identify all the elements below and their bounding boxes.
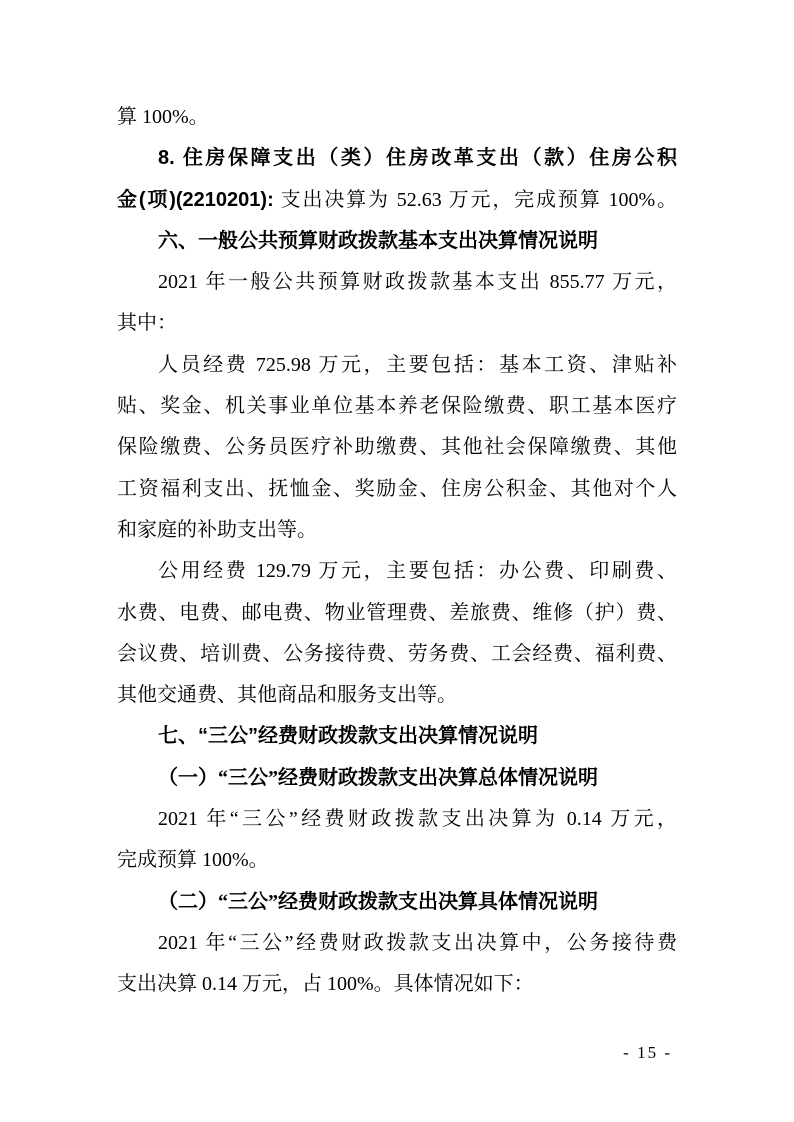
para-public-expense-line-1: 公用经费 129.79 万元，主要包括：办公费、印刷费、	[158, 560, 677, 583]
para-personnel-expense-line-4: 工资福利支出、抚恤金、奖励金、住房公积金、其他对个人	[117, 477, 677, 500]
item8-code-label: 金(项)(2210201):	[117, 188, 274, 211]
item8-value-text: 支出决算为 52.63 万元，完成预算 100%。	[273, 188, 677, 211]
document-body	[117, 97, 677, 1006]
item8-heading-line-1: 8. 住房保障支出（类）住房改革支出（款）住房公积	[158, 147, 677, 170]
para-public-expense-line-2: 水费、电费、邮电费、物业管理费、差旅费、维修（护）费、	[117, 601, 677, 624]
page-number: - 15 -	[623, 1043, 672, 1062]
para-personnel-expense-line-1: 人员经费 725.98 万元，主要包括：基本工资、津贴补	[158, 353, 677, 376]
para-continuation-line: 算 100%。	[117, 106, 209, 128]
para-sangong-detail-line-2: 支出决算 0.14 万元，占 100%。具体情况如下：	[117, 973, 534, 996]
section-seven-heading: 七、“三公”经费财政拨款支出决算情况说明	[158, 725, 538, 748]
para-public-expense-line-3: 会议费、培训费、公务接待费、劳务费、工会经费、福利费、	[117, 642, 677, 665]
para-personnel-expense-line-2: 贴、奖金、机关事业单位基本养老保险缴费、职工基本医疗	[117, 395, 677, 418]
item8-heading-line-2	[117, 180, 677, 221]
para-personnel-expense-line-3: 保险缴费、公务员医疗补助缴费、其他社会保障缴费、其他	[117, 436, 677, 459]
para-basic-expenditure-line-2: 其中：	[117, 312, 177, 335]
para-basic-expenditure-line-1: 2021 年一般公共预算财政拨款基本支出 855.77 万元，	[158, 271, 677, 294]
para-sangong-total-line-2: 完成预算 100%。	[117, 849, 269, 872]
para-sangong-detail-line-1: 2021 年“三公”经费财政拨款支出决算中，公务接待费	[158, 931, 677, 954]
section-six-heading: 六、一般公共预算财政拨款基本支出决算情况说明	[158, 229, 598, 252]
subsection-one-heading: （一）“三公”经费财政拨款支出决算总体情况说明	[158, 766, 598, 789]
para-sangong-total-line-1: 2021 年“三公”经费财政拨款支出决算为 0.14 万元，	[158, 808, 677, 831]
para-public-expense-line-4: 其他交通费、其他商品和服务支出等。	[117, 684, 457, 707]
para-personnel-expense-line-5: 和家庭的补助支出等。	[117, 518, 317, 541]
subsection-two-heading: （二）“三公”经费财政拨款支出决算具体情况说明	[158, 890, 598, 913]
